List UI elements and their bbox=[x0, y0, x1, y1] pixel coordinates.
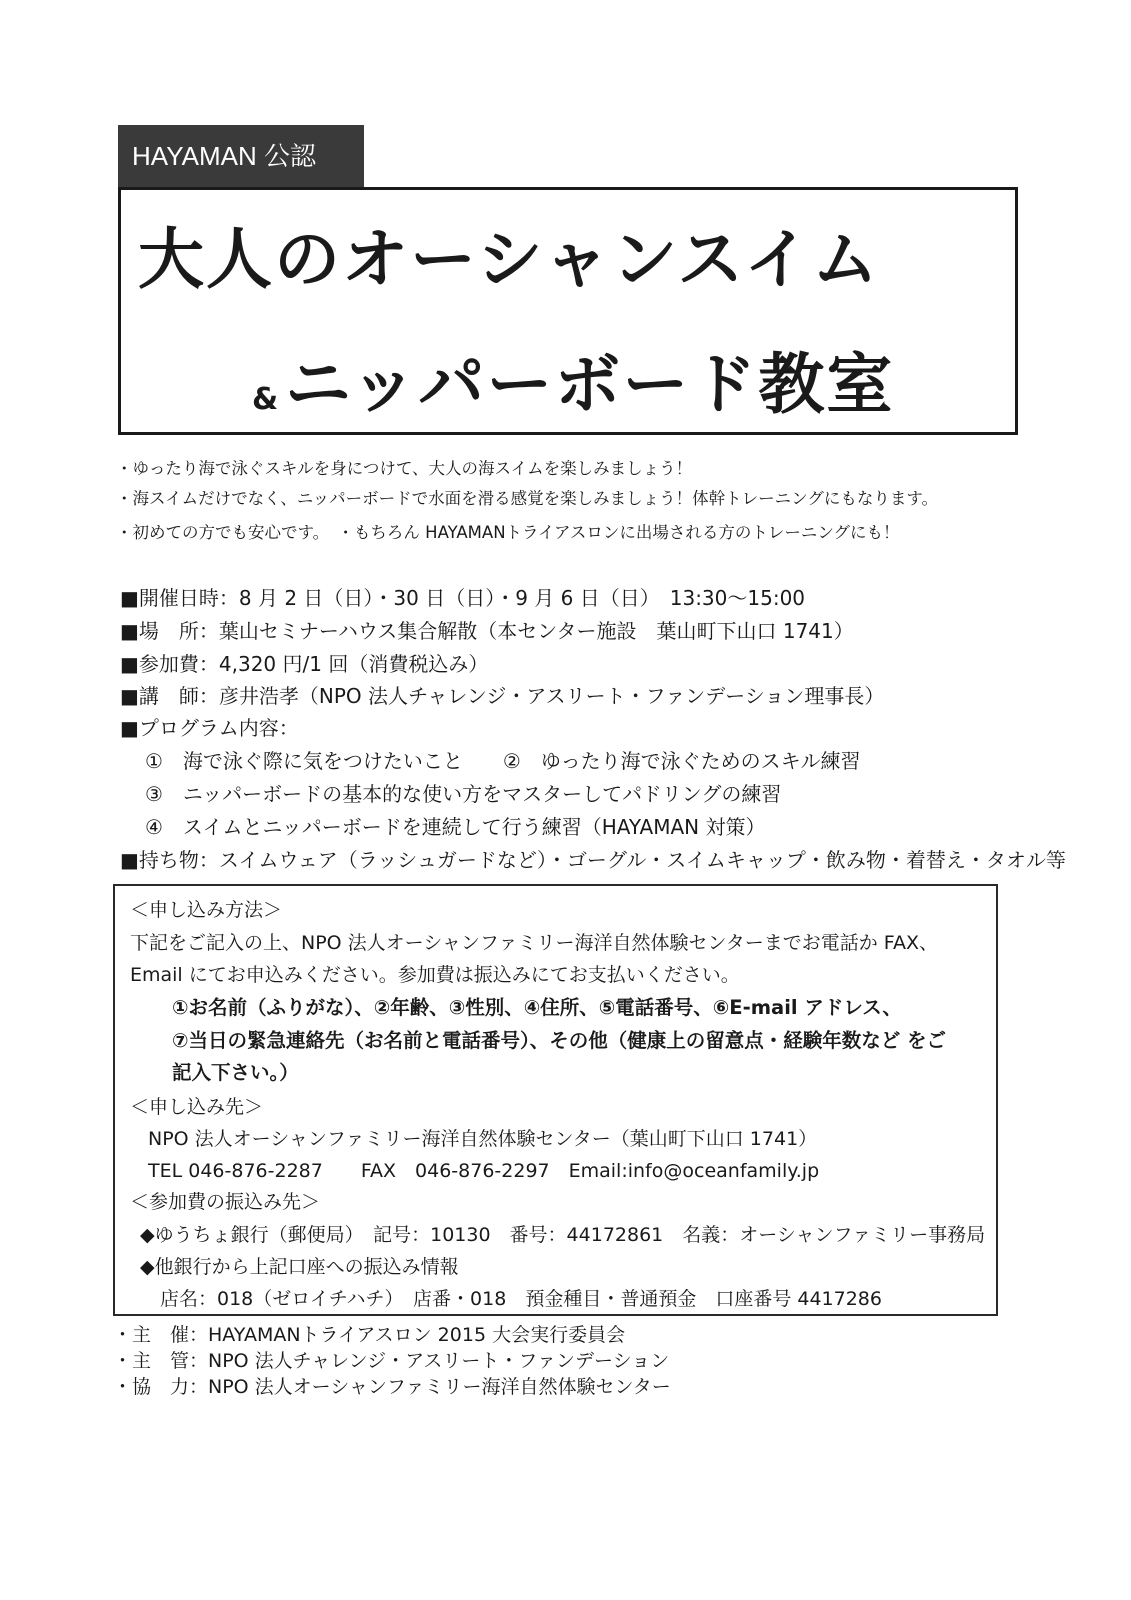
info-date: ■開催日時：8 月 2 日（日）・30 日（日）・9 月 6 日（日） 13:30～15:00 bbox=[120, 586, 806, 610]
apply-items-line1: ①お名前（ふりがな）、②年齢、③性別、④住所、⑤電話番号、⑥E-mail アドレス、 bbox=[172, 996, 902, 1019]
apply-dest-contact: TEL 046-876-2287 FAX 046-876-2297 Email:info@oceanfamily.jp bbox=[148, 1160, 820, 1182]
badge-official: HAYAMAN 公認 bbox=[118, 125, 364, 187]
intro-line-2: ・海スイムだけでなく、ニッパーボードで水面を滑る感覚を楽しみましょう！体幹トレーニングにもなります。 bbox=[116, 489, 939, 508]
page-title-ampersand: & bbox=[252, 382, 279, 417]
page-title-line2: ニッパーボード教室 bbox=[285, 346, 895, 423]
info-place: ■場 所：葉山セミナーハウス集合解散（本センター施設 葉山町下山口 1741） bbox=[120, 619, 854, 643]
apply-dest-heading: ＜申し込み先＞ bbox=[130, 1096, 264, 1118]
apply-method-heading: ＜申し込み方法＞ bbox=[130, 899, 283, 921]
apply-bank-heading: ＜参加費の振込み先＞ bbox=[130, 1191, 321, 1213]
info-instructor: ■講 師：彦井浩孝（NPO 法人チャレンジ・アスリート・ファンデーション理事長） bbox=[120, 684, 885, 708]
apply-bank-line2: ◆他銀行から上記口座への振込み情報 bbox=[140, 1256, 459, 1278]
info-belongings: ■持ち物：スイムウェア（ラッシュガードなど）・ゴーグル・スイムキャップ・飲み物・着替え・タオル等 bbox=[120, 848, 1066, 872]
info-fee: ■参加費：4,320 円/1 回（消費税込み） bbox=[120, 652, 489, 676]
info-program-heading: ■プログラム内容： bbox=[120, 716, 299, 740]
program-item-3: ④ スイムとニッパーボードを連続して行う練習（HAYAMAN 対策） bbox=[145, 815, 766, 839]
apply-items-line2: ⑦当日の緊急連絡先（お名前と電話番号）、その他（健康上の留意点・経験年数など をご bbox=[172, 1029, 947, 1052]
apply-dest-org: NPO 法人オーシャンファミリー海洋自然体験センター（葉山町下山口 1741） bbox=[148, 1128, 818, 1150]
footer-cooperation: ・協 力：NPO 法人オーシャンファミリー海洋自然体験センター bbox=[113, 1376, 671, 1398]
apply-method-line2: Email にてお申込みください。参加費は振込みにてお支払いください。 bbox=[130, 964, 740, 986]
apply-bank-line1: ◆ゆうちょ銀行（郵便局） 記号：10130 番号：44172861 名義：オーシャンファミリー事務局 bbox=[140, 1224, 986, 1246]
footer-host: ・主 催：HAYAMANトライアスロン 2015 大会実行委員会 bbox=[113, 1324, 626, 1346]
apply-method-line1: 下記をご記入の上、NPO 法人オーシャンファミリー海洋自然体験センターまでお電話か FAX、 bbox=[130, 932, 939, 954]
footer-manage: ・主 管：NPO 法人チャレンジ・アスリート・ファンデーション bbox=[113, 1350, 670, 1372]
page-title-line1: 大人のオーシャンスイム bbox=[138, 221, 881, 298]
program-item-1: ① 海で泳ぐ際に気をつけたいこと ② ゆったり海で泳ぐためのスキル練習 bbox=[145, 749, 861, 773]
apply-bank-line3: 店名：018（ゼロイチハチ） 店番・018 預金種目・普通預金 口座番号 4417286 bbox=[160, 1288, 882, 1310]
program-item-2: ③ ニッパーボードの基本的な使い方をマスターしてパドリングの練習 bbox=[145, 782, 782, 806]
intro-line-1: ・ゆったり海で泳ぐスキルを身につけて、大人の海スイムを楽しみましょう！ bbox=[116, 459, 693, 478]
intro-line-3: ・初めての方でも安心です。 ・もちろん HAYAMANトライアスロンに出場される方のトレーニングにも！ bbox=[116, 523, 900, 542]
apply-items-line3: 記入下さい。） bbox=[172, 1061, 299, 1084]
